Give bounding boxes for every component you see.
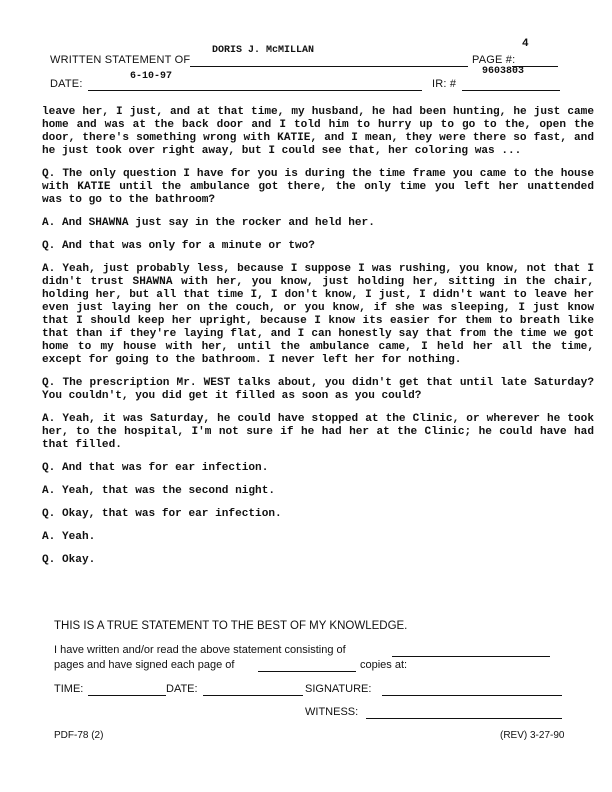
statement-name: DORIS J. McMILLAN xyxy=(212,45,315,56)
witness-field xyxy=(366,718,562,719)
signature-field xyxy=(382,695,562,696)
paragraph: A. Yeah, just probably less, because I suppose I was rushing, you know, not that I didn't trust SHAWNA with her, you know, just holding her, sitting in the chair, holding her, but all that time I, I don't know, I just, I didn't want to leave her even just laying her on the couch, or you know, if she was sleeping, I just know that I should keep her upright, because I know its easier for them to breath like that than if they're laying flat, and I can honestly say that from the time we got home to my house with her, until the ambulance came, I held her all the time, except for going to the bathroom. I never left her for nothing. xyxy=(42,263,594,366)
true-statement-line: THIS IS A TRUE STATEMENT TO THE BEST OF MY KNOWLEDGE. xyxy=(54,620,408,632)
consist-line-2a: pages and have signed each page of xyxy=(54,659,235,671)
paragraph: Q. Okay. xyxy=(42,554,96,566)
consist-line-2b: copies at: xyxy=(360,659,408,671)
signature-label: SIGNATURE: xyxy=(305,683,372,695)
time-field xyxy=(88,695,166,696)
ir-label: IR: # xyxy=(432,78,457,90)
ir-value: 9603803 xyxy=(482,66,525,77)
paragraph: A. Yeah, it was Saturday, he could have stopped at the Clinic, or wherever he took her, to the hospital, I'm not sure if he had her at the Clinic; he could have had that filled. xyxy=(42,413,594,451)
form-id: PDF-78 (2) xyxy=(54,730,104,741)
ir-underline xyxy=(462,90,560,91)
paragraph: A. Yeah. xyxy=(42,531,96,543)
pages-count-underline xyxy=(392,656,550,657)
consist-line-1: I have written and/or read the above statement consisting of xyxy=(54,644,346,656)
paragraph: Q. Okay, that was for ear infection. xyxy=(42,508,282,520)
paragraph: Q. And that was for ear infection. xyxy=(42,462,269,474)
written-statement-label: WRITTEN STATEMENT OF xyxy=(50,54,191,66)
footer-date-label: DATE: xyxy=(166,683,198,695)
footer-date-field xyxy=(203,695,303,696)
paragraph: leave her, I just, and at that time, my husband, he had been hunting, he just came home and was at the back door and I told him to hurry up to go to the, open the door, there's something wrong with KATIE, and I mean, they were there so fast, and he just took over right away, but I could see that, her coloring was ... xyxy=(42,106,594,157)
paragraph: A. Yeah, that was the second night. xyxy=(42,485,276,497)
copies-count-underline xyxy=(258,671,356,672)
date-value: 6-10-97 xyxy=(130,71,173,82)
revision-label: (REV) 3-27-90 xyxy=(500,730,565,741)
name-underline xyxy=(190,66,468,67)
paragraph: Q. The prescription Mr. WEST talks about, you didn't get that until late Saturday? You couldn't, you did get it filled as soon as you could? xyxy=(42,377,594,402)
paragraph: Q. The only question I have for you is during the time frame you came to the house with KATIE until the ambulance got there, the only time you left her unattended was to go to the bathroom? xyxy=(42,168,594,206)
date-label: DATE: xyxy=(50,78,83,90)
paragraph: Q. And that was only for a minute or two? xyxy=(42,240,315,252)
paragraph: A. And SHAWNA just say in the rocker and held her. xyxy=(42,217,375,229)
page-number: 4 xyxy=(522,38,529,50)
statement-body xyxy=(42,106,594,577)
date-underline xyxy=(88,90,422,91)
witness-label: WITNESS: xyxy=(305,706,359,718)
time-label: TIME: xyxy=(54,683,84,695)
page-label: PAGE #: xyxy=(472,54,516,66)
